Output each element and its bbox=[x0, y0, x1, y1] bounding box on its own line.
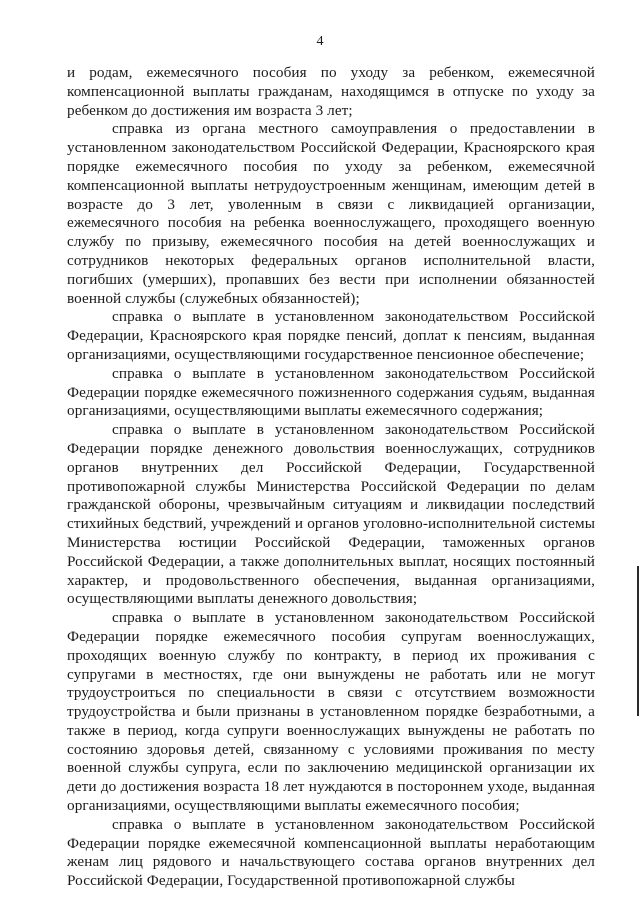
page-number: 4 bbox=[316, 34, 324, 49]
paragraph-military-allowance-certificate: справка о выплате в установленном законодательством Российской Федерации порядке денежного довольствия военнослужащих, сотрудников органов внутренних дел Российской Федерации, Государственной противопожарной службы Министерства Российской Федерации по делам гражданской обороны, чрезвычайным ситуациям и ликвидации последствий стихийных бедствий, учреждений и органов уголовно-исполнительной системы Министерства юстиции Российской Федерации, таможенных органов Российской Федерации, а также дополнительных выплат, носящих постоянный характер, и продовольственного обеспечения, выданная организациями, осуществляющими выплаты денежного довольствия; bbox=[67, 421, 595, 608]
paragraph-continuation: и родам, ежемесячного пособия по уходу за ребенком, ежемесячной компенсационной выплаты гражданам, находящимся в отпуске по уходу за ребенком до достижения им возраста 3 лет; bbox=[67, 64, 595, 119]
document-body bbox=[67, 64, 595, 891]
scan-edge-mark bbox=[637, 566, 639, 716]
paragraph-pension-certificate: справка о выплате в установленном законодательством Российской Федерации, Красноярского края порядке пенсий, доплат к пенсиям, выданная организациями, осуществляющими государственное пенсионное обеспечение; bbox=[67, 308, 595, 363]
paragraph-judges-allowance-certificate: справка о выплате в установленном законодательством Российской Федерации порядке ежемесячного пожизненного содержания судьям, выданная организациями, осуществляющими выплаты ежемесячного содержания; bbox=[67, 364, 595, 420]
paragraph-local-government-certificate: справка из органа местного самоуправления о предоставлении в установленном законодательством Российской Федерации, Красноярского края порядке ежемесячного пособия по уходу за ребенком, ежемесячной компенсационной выплаты нетрудоустроенным женщинам, имеющим детей в возрасте до 3 лет, уволенным в связи с ликвидацией организации, ежемесячного пособия на ребенка военнослужащего, проходящего военную службу по призыву, ежемесячного пособия на детей военнослужащих и сотрудников некоторых федеральных органов исполнительной власти, погибших (умерших), пропавших без вести при исполнении обязанностей военной службы (служебных обязанностей); bbox=[67, 120, 595, 307]
paragraph-military-spouse-allowance-certificate: справка о выплате в установленном законодательством Российской Федерации порядке ежемесячного пособия супругам военнослужащих, проходящих военную службу по контракту, в период их проживания с супругами в местностях, где они вынуждены не работать или не могут трудоустроиться по специальности в связи с отсутствием возможности трудоустройства и были признаны в установленном порядке безработными, а также в период, когда супруги военнослужащих вынуждены не работать по состоянию здоровья детей, связанному с условиями проживания по месту военной службы супруга, если по заключению медицинской организации их дети до достижения возраста 18 лет нуждаются в постороннем уходе, выданная организациями, осуществляющими выплаты ежемесячного пособия; bbox=[67, 609, 595, 815]
paragraph-compensation-payment-certificate: справка о выплате в установленном законодательством Российской Федерации порядке ежемесячной компенсационной выплаты неработающим женам лиц рядового и начальствующего состава органов внутренних дел Российской Федерации, Государственной противопожарной службы bbox=[67, 815, 595, 890]
